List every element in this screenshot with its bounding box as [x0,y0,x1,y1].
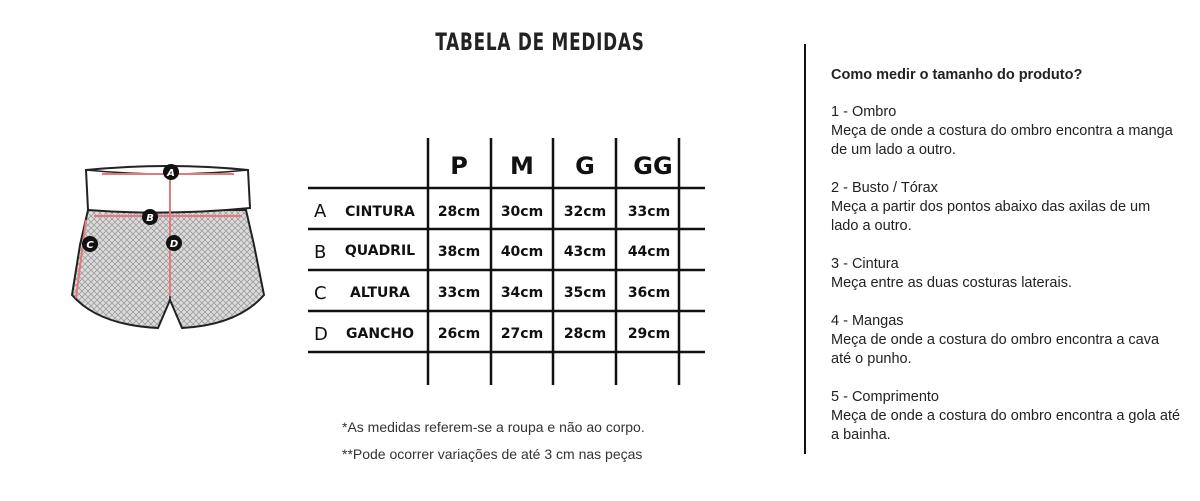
measure-guide [831,66,1181,464]
guide-item-text: Meça a partir dos pontos abaixo das axilas de um lado a outro. [831,199,1151,234]
svg-text:34cm: 34cm [500,285,544,301]
guide-item [831,312,1181,369]
svg-text:32cm: 32cm [563,204,607,220]
guide-item-text: Meça de onde a costura do ombro encontra a manga de um lado a outro. [831,123,1173,158]
size-table [0,0,720,400]
svg-text:QUADRIL: QUADRIL [344,243,416,259]
svg-text:B: B [314,242,327,263]
svg-text:27cm: 27cm [500,326,544,342]
svg-text:CINTURA: CINTURA [345,204,415,220]
guide-item-title: 4 - Mangas [831,313,904,329]
guide-item [831,255,1181,293]
svg-text:29cm: 29cm [627,326,671,342]
size-header-p: P [450,152,468,180]
guide-item-text: Meça entre as duas costuras laterais. [831,275,1072,291]
svg-text:A: A [314,201,327,222]
svg-text:40cm: 40cm [500,244,544,260]
svg-text:36cm: 36cm [627,285,671,301]
svg-text:C: C [86,240,94,251]
svg-text:35cm: 35cm [563,285,607,301]
guide-item-text: Meça de onde a costura do ombro encontra a gola até a bainha. [831,408,1181,443]
guide-item [831,179,1181,236]
svg-text:30cm: 30cm [500,204,544,220]
svg-text:26cm: 26cm [437,326,481,342]
svg-text:28cm: 28cm [437,204,481,220]
table-notes [342,414,645,468]
svg-text:D: D [169,239,179,250]
svg-text:C: C [314,283,327,304]
svg-text:28cm: 28cm [563,326,607,342]
page-title: TABELA DE MEDIDAS [435,28,645,56]
svg-text:33cm: 33cm [627,204,671,220]
svg-text:A: A [167,168,175,179]
svg-text:33cm: 33cm [437,285,481,301]
svg-text:ALTURA: ALTURA [350,285,410,301]
svg-text:B: B [146,213,154,224]
svg-text:38cm: 38cm [437,244,481,260]
guide-item-title: 2 - Busto / Tórax [831,180,938,196]
guide-item-title: 1 - Ombro [831,104,897,120]
guide-item-title: 5 - Comprimento [831,389,939,405]
note-1: *As medidas referem-se a roupa e não ao corpo. [342,419,645,435]
guide-item [831,388,1181,445]
note-2: **Pode ocorrer variações de até 3 cm nas peças [342,446,643,462]
svg-text:D: D [314,324,328,345]
size-header-m: M [510,152,534,180]
svg-text:GANCHO: GANCHO [346,326,414,342]
guide-item [831,103,1181,160]
guide-heading: Como medir o tamanho do produto? [831,67,1083,83]
svg-text:43cm: 43cm [563,244,607,260]
guide-item-title: 3 - Cintura [831,256,899,272]
size-header-g: G [575,152,595,180]
guide-item-text: Meça de onde a costura do ombro encontra a cava até o punho. [831,332,1160,367]
svg-text:44cm: 44cm [627,244,671,260]
size-header-gg: GG [633,152,673,180]
divider [804,44,806,454]
